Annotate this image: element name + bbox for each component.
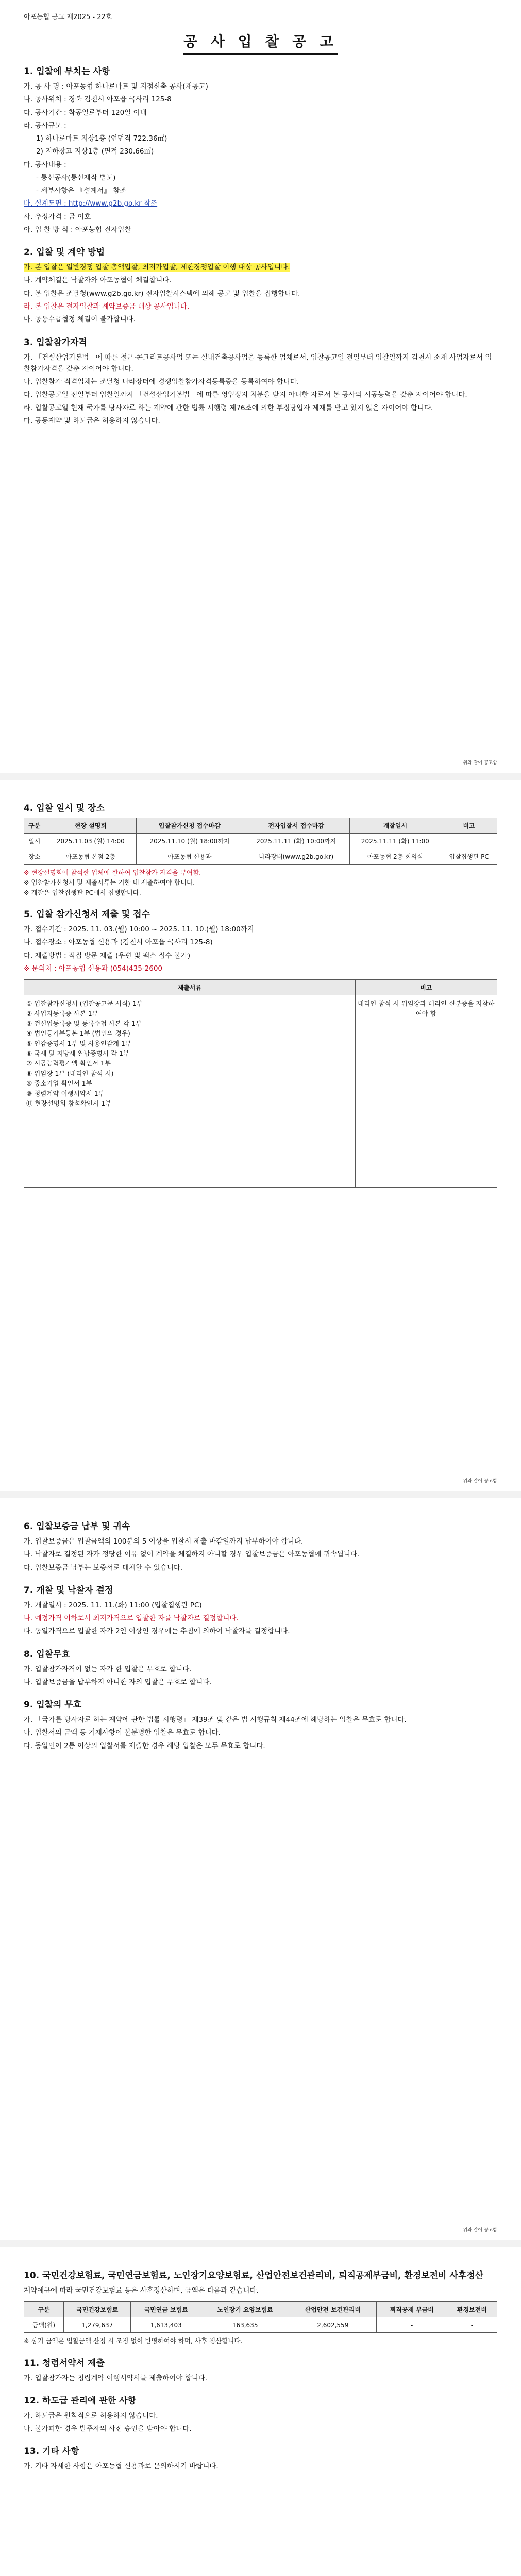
table-cell: 163,635 [201, 2317, 289, 2333]
s2-item-red: 라. 본 입찰은 전자입찰과 계약보증금 대상 공사입니다. [24, 302, 190, 311]
table-header: 구분 [24, 2302, 64, 2317]
s1-item: 가. 공 사 명 : 아포농협 하나로마트 및 지점신축 공사(재공고) [24, 82, 208, 91]
section-10-heading: 10. 국민건강보험료, 국민연금보험료, 노인장기요양보험료, 산업안전보건관리비, 퇴직공제부금비, 환경보전비 사후정산 [24, 2270, 484, 2281]
table-cell: 입찰집행관 PC [441, 849, 497, 865]
s1-item-link[interactable]: 바. 설계도면 : http://www.g2b.go.kr 참조 [24, 199, 158, 208]
s3-item: 라. 입찰공고일 현재 국가를 당사자로 하는 계약에 관한 법률 시행령 제76조에 의한 부정당업자 제재를 받고 있지 않은 자이어야 합니다. [24, 403, 433, 412]
table-cell: 일시 [24, 834, 45, 849]
s1-item: 2) 지하창고 지상1층 (면적 230.66㎡) [36, 147, 154, 156]
page-3 [0, 1498, 521, 2240]
table-header: 퇴직공제 부금비 [377, 2302, 447, 2317]
s12-item: 가. 하도급은 원칙적으로 허용하지 않습니다. [24, 2411, 158, 2420]
table-header: 구분 [24, 818, 45, 834]
insurance-table [24, 2301, 497, 2333]
page-footer: 위와 같이 공고함 [463, 760, 497, 766]
table-cell: 2025.11.03 (월) 14:00 [45, 834, 137, 849]
table-row [24, 834, 497, 849]
s9-item: 가. 「국가를 당사자로 하는 계약에 관한 법률 시행령」 제39조 및 같은 법 시행규칙 제44조에 해당하는 입찰은 무효로 합니다. [24, 1716, 407, 1724]
section-12-heading: 12. 하도급 관리에 관한 사항 [24, 2395, 137, 2406]
section-4-heading: 4. 입찰 일시 및 장소 [24, 803, 105, 814]
s10-intro: 계약예규에 따라 국민건강보험료 등은 사후정산하며, 금액은 다음과 같습니다. [24, 2286, 259, 2295]
section-6-heading: 6. 입찰보증금 납부 및 귀속 [24, 1521, 130, 1532]
s2-item [24, 262, 497, 273]
page-1 [0, 0, 521, 773]
s4-note: ※ 개찰은 입찰집행관 PC에서 집행합니다. [24, 888, 141, 896]
page-title: 공 사 입 찰 공 고 [183, 30, 338, 55]
list-item: ⑨ 중소기업 확인서 1부 [26, 1079, 92, 1088]
s3-item: 다. 입찰공고일 전일부터 입찰일까지 「건설산업기본법」에 따른 영업정지 처분을 받지 아니한 자로서 본 공사의 시공능력을 갖춘 자이어야 합니다. [24, 391, 467, 399]
table-cell: 1,613,403 [131, 2317, 201, 2333]
table-cell: 장소 [24, 849, 45, 865]
table-header: 제출서류 [24, 980, 356, 995]
s1-item: 라. 공사규모 : [24, 121, 66, 130]
table-header: 비고 [441, 818, 497, 834]
list-item: ③ 건설업등록증 및 등록수첩 사본 각 1부 [26, 1019, 142, 1027]
table-row [24, 849, 497, 865]
table-header: 산업안전 보건관리비 [289, 2302, 377, 2317]
section-5-heading: 5. 입찰 참가신청서 제출 및 접수 [24, 909, 150, 920]
list-item: ⑪ 현장설명회 참석확인서 1부 [26, 1099, 112, 1107]
table-row [24, 2317, 497, 2333]
s8-item: 가. 입찰참가자격이 없는 자가 한 입찰은 무효로 합니다. [24, 1665, 192, 1673]
s2-item [24, 301, 497, 312]
s5-intro: 다. 제출방법 : 직접 방문 제출 (우편 및 팩스 접수 불가) [24, 951, 191, 960]
s7-item: 다. 동일가격으로 입찰한 자가 2인 이상인 경우에는 추첨에 의하여 낙찰자를 결정합니다. [24, 1627, 290, 1636]
table-header: 비고 [355, 980, 497, 995]
s3-item: 마. 공동계약 및 하도급은 허용하지 않습니다. [24, 416, 160, 425]
s7-item: 나. 예정가격 이하로서 최저가격으로 입찰한 자를 낙찰자로 결정합니다. [24, 1614, 239, 1623]
s5-intro: ※ 문의처 : 아포농협 신용과 (054)435-2600 [24, 964, 163, 973]
s6-item: 나. 낙찰자로 결정된 자가 정당한 이유 없이 계약을 체결하지 아니할 경우 입찰보증금은 아포농협에 귀속됩니다. [24, 1550, 360, 1559]
list-item: ④ 법인등기부등본 1부 (법인의 경우) [26, 1029, 130, 1038]
section-2-heading: 2. 입찰 및 계약 방법 [24, 247, 105, 258]
s4-note: ※ 입찰참가신청서 및 제출서류는 기한 내 제출하여야 합니다. [24, 878, 195, 887]
s13-item: 가. 기타 자세한 사항은 아포농협 신용과로 문의하시기 바랍니다. [24, 2462, 219, 2471]
table-header: 개찰일시 [349, 818, 441, 834]
s7-item: 가. 개찰일시 : 2025. 11. 11.(화) 11:00 (입찰집행관 PC) [24, 1601, 202, 1609]
table-header: 환경보전비 [447, 2302, 497, 2317]
page-divider [0, 2240, 521, 2247]
table-cell: 나라장터(www.g2b.go.kr) [243, 849, 349, 865]
list-item: ① 입찰참가신청서 (입찰공고문 서식) 1부 [26, 999, 143, 1008]
table-header: 입찰참가신청 접수마감 [137, 818, 243, 834]
s3-item: 나. 입찰참가 적격업체는 조달청 나라장터에 경쟁입찰참가자격등록증을 등록하여야 합니다. [24, 378, 299, 386]
table-cell: 2,602,559 [289, 2317, 377, 2333]
list-item: ⑦ 시공능력평가액 확인서 1부 [26, 1059, 111, 1067]
page-4 [0, 2247, 521, 2576]
page-divider [0, 1491, 521, 1498]
table-cell: - [377, 2317, 447, 2333]
table-header: 국민건강보험료 [63, 2302, 131, 2317]
table-cell: 2025.11.11 (화) 10:00까지 [243, 834, 349, 849]
table-header: 노인장기 요양보험료 [201, 2302, 289, 2317]
documents-note-cell: 대리인 참석 시 위임장과 대리인 신분증을 지참하여야 함 [355, 995, 497, 1188]
s1-item: 1) 하나로마트 지상1층 (연면적 722.36㎡) [36, 134, 167, 143]
s9-item: 다. 동일인이 2통 이상의 입찰서를 제출한 경우 해당 입찰은 모두 무효로 합니다. [24, 1741, 265, 1750]
s9-item: 나. 입찰서의 금액 등 기재사항이 불분명한 입찰은 무효로 합니다. [24, 1728, 221, 1737]
s2-item: 나. 계약체결은 낙찰자와 아포농협이 체결합니다. [24, 276, 172, 285]
s11-item: 가. 입찰참가자는 청렴계약 이행서약서를 제출하여야 합니다. [24, 2374, 208, 2382]
s6-item: 가. 입찰보증금은 입찰금액의 100분의 5 이상을 입찰서 제출 마감일까지 납부하여야 합니다. [24, 1537, 304, 1546]
list-item: ⑥ 국세 및 지방세 완납증명서 각 1부 [26, 1049, 129, 1058]
list-item: ⑤ 인감증명서 1부 및 사용인감계 1부 [26, 1039, 131, 1047]
documents-list-cell [24, 995, 356, 1188]
s10-note: ※ 상기 금액은 입찰금액 산정 시 조정 없이 반영하여야 하며, 사후 정산합니다. [24, 2337, 243, 2345]
s1-item: 다. 공사기간 : 착공일로부터 120일 이내 [24, 108, 147, 117]
table-header: 현장 설명회 [45, 818, 137, 834]
page-footer: 위와 같이 공고함 [463, 2228, 497, 2233]
page-footer: 위와 같이 공고함 [463, 1479, 497, 1484]
table-cell: 1,279,637 [63, 2317, 131, 2333]
table-header: 국민연금 보험료 [131, 2302, 201, 2317]
section-1-heading: 1. 입찰에 부치는 사항 [24, 66, 110, 77]
s1-item: 사. 추정가격 : 금 이호 [24, 212, 91, 221]
section-8-heading: 8. 입찰무효 [24, 1649, 70, 1659]
schedule-table [24, 818, 497, 865]
s1-item: 나. 공사위치 : 경북 김천시 아포읍 국사리 125-8 [24, 95, 172, 104]
document-number: 아포농협 공고 제2025 - 22호 [24, 13, 112, 21]
page-2 [0, 780, 521, 1491]
section-3-heading: 3. 입찰참가자격 [24, 337, 87, 348]
table-cell: - [447, 2317, 497, 2333]
section-13-heading: 13. 기타 사항 [24, 2446, 79, 2457]
section-11-heading: 11. 청렴서약서 제출 [24, 2358, 105, 2368]
table-cell: 아포농협 본점 2층 [45, 849, 137, 865]
table-cell [441, 834, 497, 849]
s6-item: 다. 입찰보증금 납부는 보증서로 대체할 수 있습니다. [24, 1563, 183, 1572]
list-item: ⑩ 청렴계약 이행서약서 1부 [26, 1089, 105, 1097]
s3-item: 가. 「건설산업기본법」에 따른 철근·콘크리트공사업 또는 실내건축공사업을 등록한 업체로서, 입찰공고일 전일부터 입찰일까지 김천시 소재 사업자로서 입찰참가자격을 갖춘 자이어야 합니다. [24, 353, 492, 373]
s1-item: - 통신공사(통신제작 별도) [36, 173, 116, 182]
list-item: ⑧ 위임장 1부 (대리인 참석 시) [26, 1069, 114, 1077]
s2-item: 마. 공동수급협정 체결이 불가합니다. [24, 315, 136, 324]
section-9-heading: 9. 입찰의 무효 [24, 1700, 82, 1710]
table-header: 전자입찰서 접수마감 [243, 818, 349, 834]
table-row [24, 995, 497, 1188]
section-7-heading: 7. 개찰 및 낙찰자 결정 [24, 1585, 113, 1596]
table-cell: 금액(원) [24, 2317, 64, 2333]
documents-table [24, 979, 497, 1188]
table-cell: 2025.11.10 (월) 18:00까지 [137, 834, 243, 849]
list-item: ② 사업자등록증 사본 1부 [26, 1009, 98, 1018]
s8-item: 나. 입찰보증금을 납부하지 아니한 자의 입찰은 무효로 합니다. [24, 1677, 212, 1686]
table-cell: 2025.11.11 (화) 11:00 [349, 834, 441, 849]
s5-intro: 나. 접수장소 : 아포농협 신용과 (김천시 아포읍 국사리 125-8) [24, 938, 213, 947]
s2-item-highlight: 가. 본 입찰은 일반경쟁 입찰 총액입찰, 최저가입찰, 제한경쟁입찰 이행 대상 공사입니다. [24, 263, 290, 272]
s12-item: 나. 불가피한 경우 발주자의 사전 승인을 받아야 합니다. [24, 2425, 192, 2433]
s5-intro: 가. 접수기간 : 2025. 11. 03.(월) 10:00 ~ 2025. 11. 10.(월) 18:00까지 [24, 925, 254, 934]
table-cell: 아포농협 신용과 [137, 849, 243, 865]
table-cell: 아포농협 2층 회의실 [349, 849, 441, 865]
s1-item: 마. 공사내용 : [24, 160, 66, 169]
s4-note: ※ 현장설명회에 참석한 업체에 한하여 입찰참가 자격을 부여함. [24, 869, 201, 876]
s1-item: - 세부사항은 『설계서』 참조 [36, 187, 127, 195]
page-divider [0, 773, 521, 780]
s1-item: 아. 입 찰 방 식 : 아포농협 전자입찰 [24, 225, 131, 234]
s2-item: 다. 본 입찰은 조달청(www.g2b.go.kr) 전자입찰시스템에 의해 공고 및 입찰을 집행합니다. [24, 289, 300, 298]
